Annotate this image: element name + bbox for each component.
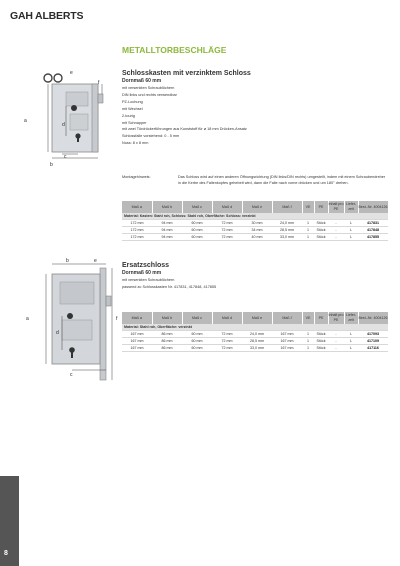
cell: 34 mm xyxy=(242,227,272,234)
cell: 24,0 mm xyxy=(242,331,272,338)
cell: 86 mm xyxy=(152,338,182,345)
article-number: 417848 xyxy=(358,227,388,234)
cell: 72 mm xyxy=(212,234,242,241)
cell: 167 mm xyxy=(272,345,302,352)
brand-logo: GAH ALBERTS xyxy=(10,10,84,22)
cell: Stück xyxy=(314,331,328,338)
cell: 28,5 mm xyxy=(242,338,272,345)
cell: 94 mm xyxy=(152,227,182,234)
cell: 60 mm xyxy=(182,220,212,227)
feature-item: Schlossfalle vorstehend: 0 - 5 mm xyxy=(122,134,180,139)
cell: 33,0 mm xyxy=(272,234,302,241)
spec-table-schlosskasten xyxy=(122,201,389,241)
cell: 86 mm xyxy=(152,331,182,338)
cell: Stück xyxy=(314,227,328,234)
figure-label-c: c xyxy=(70,372,73,378)
cell: L xyxy=(344,227,358,234)
col-header: Maß c xyxy=(182,312,212,324)
cell: 1 xyxy=(302,331,314,338)
col-header: Best.-Nr. 4004126 xyxy=(358,201,388,213)
cell: 60 mm xyxy=(182,345,212,352)
col-header: VE xyxy=(302,312,314,324)
cell: Stück xyxy=(314,220,328,227)
figure-label-e: e xyxy=(70,70,73,76)
article-number: 417831 xyxy=(358,220,388,227)
cell: 167 mm xyxy=(122,345,152,352)
col-header: Maß b xyxy=(152,201,182,213)
table-row xyxy=(122,338,388,345)
figure-label-b: b xyxy=(66,258,69,264)
col-header: Best.-Nr. 4004126 xyxy=(358,312,388,324)
col-header: Maß a xyxy=(122,201,152,213)
cell: 94 mm xyxy=(152,234,182,241)
cell: 167 mm xyxy=(122,338,152,345)
feature-item: mit zwei Türdrückerführungen aus Kunststoff für ø 18 mm Drücken-Ansatz xyxy=(122,127,247,132)
article-number: 417116 xyxy=(358,345,388,352)
section-title: METALLTORBESCHLÄGE xyxy=(122,45,227,55)
figure-label-f: f xyxy=(98,80,100,86)
col-header: Maß e xyxy=(242,201,272,213)
product-name: Ersatzschloss xyxy=(122,262,170,269)
feature-item: mit versenkten Schraublöchern xyxy=(122,278,175,282)
product-name: Schlosskasten mit verzinktem Schloss xyxy=(122,70,251,77)
cell: 30 mm xyxy=(242,220,272,227)
feature-item: mit versenkten Schraublöchern xyxy=(122,86,175,90)
table-row xyxy=(122,220,388,227)
article-number: 417093 xyxy=(358,331,388,338)
col-header: Maß d xyxy=(212,312,242,324)
cell: L xyxy=(344,331,358,338)
cell: 172 mm xyxy=(122,220,152,227)
col-header: Maß d xyxy=(212,201,242,213)
cell: - xyxy=(328,234,344,241)
cell: 60 mm xyxy=(182,227,212,234)
table-row xyxy=(122,331,388,338)
col-header: PE xyxy=(314,201,328,213)
page-side-bar xyxy=(0,476,19,566)
cell: 60 mm xyxy=(182,331,212,338)
col-header: Inhalt pro PE xyxy=(328,202,344,211)
figure-label-a: a xyxy=(24,118,27,124)
table-row xyxy=(122,227,388,234)
feature-item: Nuss: 8 x 8 mm xyxy=(122,141,149,146)
table-row xyxy=(122,345,388,352)
cell: 28,5 mm xyxy=(272,227,302,234)
cell: 94 mm xyxy=(152,220,182,227)
cell: 72 mm xyxy=(212,227,242,234)
figure-label-c: c xyxy=(64,154,67,160)
col-header: VE xyxy=(302,201,314,213)
cell: 172 mm xyxy=(122,227,152,234)
replacement-lock-figure xyxy=(22,258,120,386)
cell: 72 mm xyxy=(212,220,242,227)
table-row xyxy=(122,234,388,241)
feature-item: mit Wechsel xyxy=(122,106,143,111)
spec-table-ersatzschloss xyxy=(122,312,389,352)
cell: - xyxy=(328,338,344,345)
cell: 60 mm xyxy=(182,234,212,241)
feature-item: mit Schnapper xyxy=(122,120,147,125)
cell: - xyxy=(328,227,344,234)
cell: 1 xyxy=(302,338,314,345)
cell: - xyxy=(328,331,344,338)
product-subtitle: Dornmaß 60 mm xyxy=(122,78,162,84)
cell: 167 mm xyxy=(272,331,302,338)
feature-item: passend zu Schlosskasten Nr. 417831, 417848, 417855 xyxy=(122,284,217,289)
cell: Stück xyxy=(314,345,328,352)
col-header: Maß c xyxy=(182,201,212,213)
feature-item: PZ-Lochung xyxy=(122,99,143,104)
col-header: Maß f xyxy=(272,201,302,213)
cell: 1 xyxy=(302,220,314,227)
figure-label-d: d xyxy=(62,122,65,128)
col-header: Inhalt pro PE xyxy=(328,313,344,322)
figure-label-a: a xyxy=(26,316,29,322)
feature-item: DIN links und rechts verwendbar xyxy=(122,92,177,97)
col-header: Maß b xyxy=(152,312,182,324)
cell: - xyxy=(328,345,344,352)
product-schlosskasten xyxy=(122,70,386,147)
cell: L xyxy=(344,220,358,227)
cell: 172 mm xyxy=(122,234,152,241)
material-text: Material: Stahl roh, Oberfläche: verzinkt xyxy=(122,324,388,331)
mounting-note-label: Montagehinweis: xyxy=(122,175,151,179)
cell: 40 mm xyxy=(242,234,272,241)
lock-box-figure xyxy=(22,70,112,166)
mounting-note-text: Das Schloss wird auf einen anderen Öffnungsrichtung (DIN links/DIN rechts) umgestellt, indem mit einem Schraubendreher in die Kerbe des Fallenkopfes gehebelt wird, dann die Falle nach vorne drücken und um 180° drehen. xyxy=(178,175,386,186)
product-ersatzschloss xyxy=(122,262,386,291)
cell: 72 mm xyxy=(212,345,242,352)
table-header-row xyxy=(122,312,388,324)
figure-label-e: e xyxy=(94,258,97,264)
col-header: Maß e xyxy=(242,312,272,324)
cell: 167 mm xyxy=(122,331,152,338)
material-text: Material: Kasten: Stahl roh, Schloss: Stahl roh, Oberfläche: Schloss: verzinkt xyxy=(122,213,388,220)
col-header: PE xyxy=(314,312,328,324)
cell: - xyxy=(328,220,344,227)
cell: 72 mm xyxy=(212,331,242,338)
product-subtitle: Dornmaß 60 mm xyxy=(122,270,162,276)
page-number: 8 xyxy=(4,550,8,557)
cell: L xyxy=(344,345,358,352)
cell: 1 xyxy=(302,345,314,352)
article-number: 417855 xyxy=(358,234,388,241)
cell: Stück xyxy=(314,338,328,345)
col-header: Maß a xyxy=(122,312,152,324)
cell: L xyxy=(344,234,358,241)
cell: 1 xyxy=(302,234,314,241)
replacement-lock-drawing xyxy=(22,258,120,386)
cell: 167 mm xyxy=(272,338,302,345)
cell: Stück xyxy=(314,234,328,241)
col-header: Liefer-zeit xyxy=(345,313,357,322)
cell: 1 xyxy=(302,227,314,234)
figure-label-f: f xyxy=(116,316,118,322)
cell: 24,0 mm xyxy=(272,220,302,227)
table-header-row xyxy=(122,201,388,213)
cell: 60 mm xyxy=(182,338,212,345)
cell: 33,0 mm xyxy=(242,345,272,352)
feature-item: 2-tourig xyxy=(122,113,135,118)
cell: 72 mm xyxy=(212,338,242,345)
cell: 86 mm xyxy=(152,345,182,352)
col-header: Maß f xyxy=(272,312,302,324)
article-number: 417109 xyxy=(358,338,388,345)
cell: L xyxy=(344,338,358,345)
col-header: Liefer-zeit xyxy=(345,202,357,211)
figure-label-d: d xyxy=(56,330,59,336)
figure-label-b: b xyxy=(50,162,53,168)
